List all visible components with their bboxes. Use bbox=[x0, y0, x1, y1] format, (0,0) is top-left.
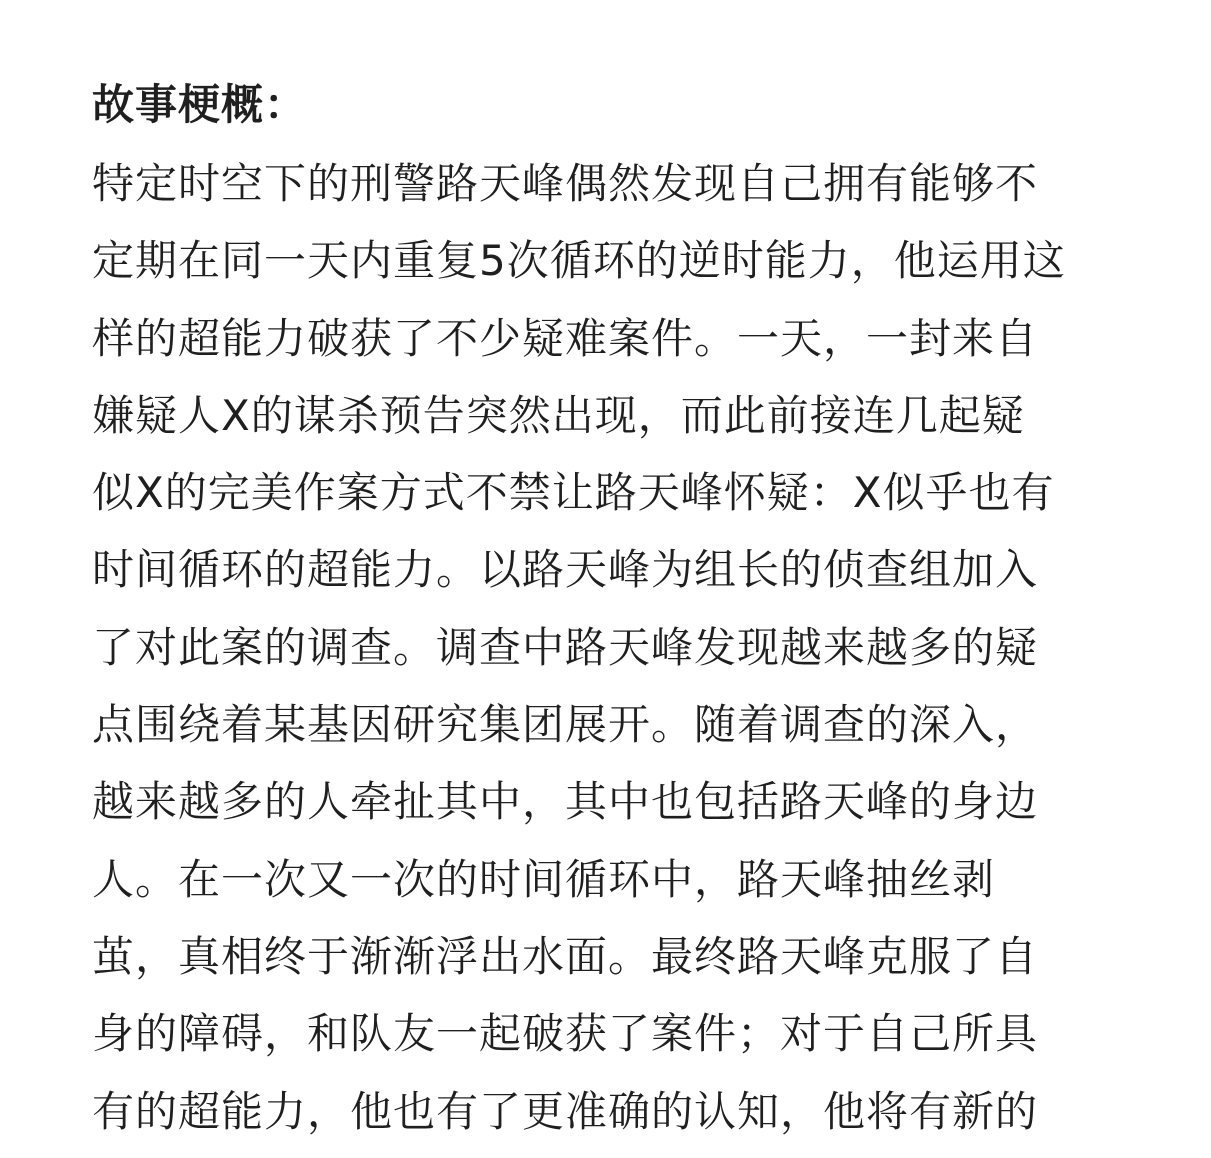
synopsis-line: 有的超能力，他也有了更准确的认知，他将有新的 bbox=[92, 1086, 1039, 1136]
synopsis-line: 似X的完美作案方式不禁让路天峰怀疑：X似乎也有 bbox=[92, 468, 1055, 518]
synopsis-line: 越来越多的人牵扯其中，其中也包括路天峰的身边 bbox=[92, 777, 1039, 827]
synopsis-line: 人。在一次又一次的时间循环中，路天峰抽丝剥 bbox=[92, 854, 996, 904]
synopsis-line: 嫌疑人X的谋杀预告突然出现，而此前接连几起疑 bbox=[92, 390, 1025, 440]
synopsis-body bbox=[92, 153, 1066, 1158]
synopsis-line: 定期在同一天内重复5次循环的逆时能力，他运用这 bbox=[92, 236, 1066, 286]
synopsis-line: 特定时空下的刑警路天峰偶然发现自己拥有能够不 bbox=[92, 159, 1039, 208]
synopsis-line: 时间循环的超能力。以路天峰为组长的侦查组加入 bbox=[92, 545, 1039, 595]
synopsis-line: 茧，真相终于渐渐浮出水面。最终路天峰克服了自 bbox=[92, 931, 1039, 981]
synopsis-line: 了对此案的调查。调查中路天峰发现越来越多的疑 bbox=[92, 622, 1039, 672]
synopsis-line: 样的超能力破获了不少疑难案件。一天，一封来自 bbox=[92, 313, 1039, 363]
synopsis-line: 点围绕着某基因研究集团展开。随着调查的深入， bbox=[92, 700, 1039, 750]
synopsis-line: 身的障碍，和队友一起破获了案件；对于自己所具 bbox=[92, 1009, 1039, 1059]
synopsis-heading: 故事梗概： bbox=[92, 80, 308, 129]
